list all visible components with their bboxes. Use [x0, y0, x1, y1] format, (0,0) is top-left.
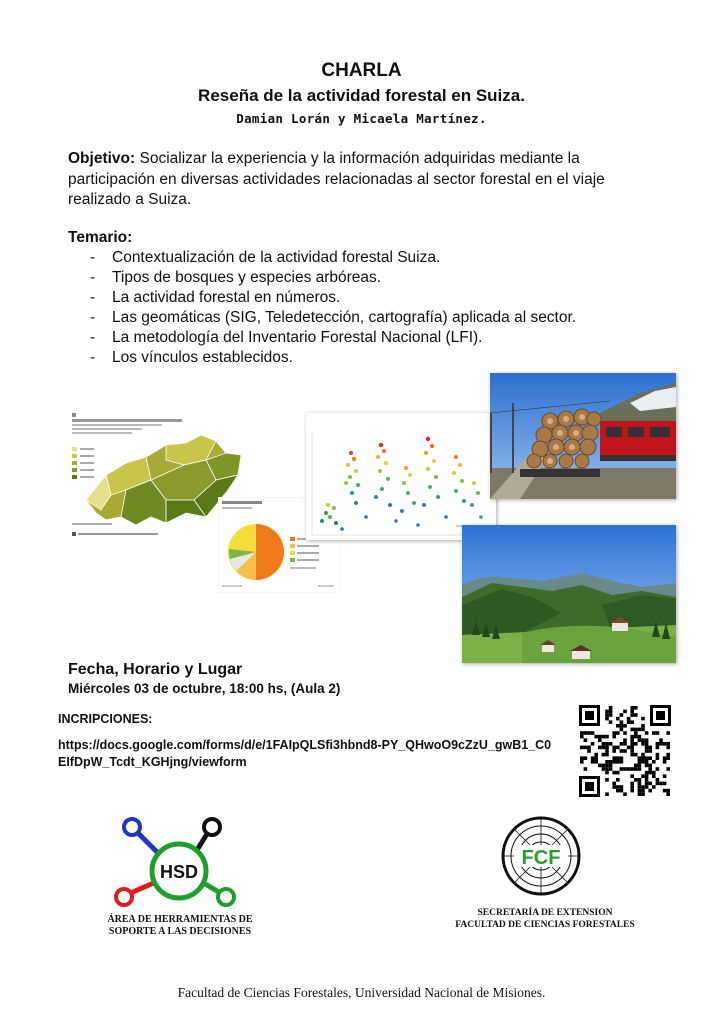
timber-train-photo: [490, 373, 676, 499]
hsd-logo: [112, 815, 242, 911]
authors: Damian Lorán y Micaela Martínez.: [236, 111, 487, 126]
hsd-caption-line-2: SOPORTE A LAS DECISIONES: [108, 926, 252, 937]
fcf-logo: [500, 815, 582, 897]
objective-paragraph: [68, 149, 658, 211]
temario-list: [90, 248, 670, 368]
list-item: - La metodología del Inventario Forestal Nacional (LFI).: [90, 328, 670, 348]
objective-text: Socializar la experiencia y la información adquiridas mediante la participación en diversas actividades relacionadas al sector forestal en el viaje realizado a Suiza.: [68, 150, 605, 208]
list-item: - Las geomáticas (SIG, Teledetección, cartografía) aplicada al sector.: [90, 308, 670, 328]
event-heading: Fecha, Horario y Lugar: [68, 661, 243, 678]
list-item: - Contextualización de la actividad forestal Suiza.: [90, 248, 670, 268]
lidar-point-cloud-image: [306, 413, 496, 540]
fcf-caption-line-1: SECRETARÍA DE EXTENSION: [477, 908, 613, 918]
list-item: - Los vínculos establecidos.: [90, 348, 670, 368]
poster-title: CHARLA: [321, 60, 402, 81]
poster-subtitle: Reseña de la actividad forestal en Suiza.: [198, 86, 525, 105]
qr-code[interactable]: [577, 703, 673, 799]
hsd-logo-text: HSD: [159, 862, 199, 882]
footer-institution: Facultad de Ciencias Forestales, Universidad Nacional de Misiones.: [177, 985, 546, 1000]
hsd-caption: [86, 914, 274, 938]
list-item: - Tipos de bosques y especies arbóreas.: [90, 268, 670, 288]
fcf-caption: [440, 907, 650, 931]
inscripciones-label: INCRIPCIONES:: [58, 712, 153, 726]
registration-link[interactable]: https://docs.google.com/forms/d/e/1FAIpQLSfi3hbnd8-PY_QHwoO9cZzU_gwB1_C0EIfDpW_Tcdt_KGHjng/viewform: [58, 738, 552, 769]
fcf-logo-text: FCF: [521, 847, 561, 869]
objective-label: Objetivo:: [68, 150, 136, 167]
event-date-time-place: Miércoles 03 de octubre, 18:00 hs, (Aula 2): [68, 681, 341, 696]
hsd-caption-line-1: ÁREA DE HERRAMIENTAS DE: [107, 914, 253, 925]
alpine-landscape-photo: [462, 525, 676, 663]
temario-heading: Temario:: [68, 229, 133, 246]
list-item: - La actividad forestal en números.: [90, 288, 670, 308]
fcf-caption-line-2: FACULTAD DE CIENCIAS FORESTALES: [455, 920, 635, 930]
